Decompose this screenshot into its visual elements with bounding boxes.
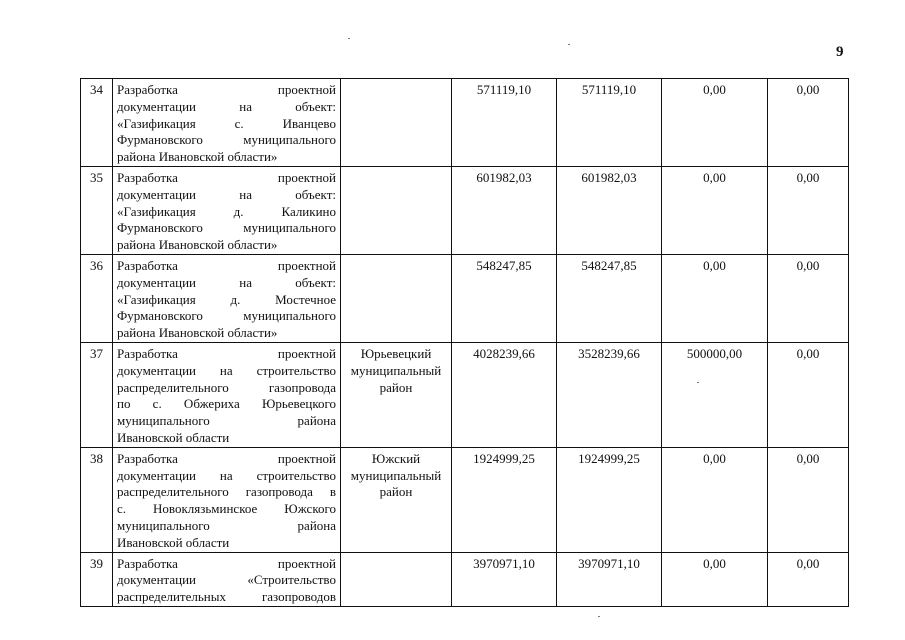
name-line: Разработка проектной — [117, 82, 336, 97]
name-line: района Ивановской области» — [117, 325, 278, 341]
project-name — [113, 79, 341, 167]
project-name — [113, 254, 341, 342]
total-amount: 548247,85 — [452, 254, 557, 342]
name-line: документации «Строительство — [117, 572, 336, 588]
name-line: муниципального района — [117, 413, 336, 429]
project-name — [113, 447, 341, 552]
municipality — [341, 79, 452, 167]
name-line: по с. Обжериха Юрьевецкого — [117, 396, 336, 412]
amount-col-c: 0,00 — [768, 79, 849, 167]
municipality — [341, 254, 452, 342]
total-amount: 1924999,25 — [452, 447, 557, 552]
table-row — [81, 79, 849, 167]
amount-col-b: 500000,00 — [662, 342, 768, 447]
name-line: документации на объект: — [117, 274, 336, 290]
row-number: 34 — [81, 79, 113, 167]
amount-col-c: 0,00 — [768, 254, 849, 342]
amount-col-c: 0,00 — [768, 342, 849, 447]
total-amount: 4028239,66 — [452, 342, 557, 447]
budget-table — [80, 78, 849, 607]
amount-col-a: 571119,10 — [557, 79, 662, 167]
name-line: «Газификация с. Иванцево — [117, 115, 336, 131]
name-line: Разработка проектной — [117, 450, 336, 466]
table-row — [81, 166, 849, 254]
municipality — [341, 552, 452, 606]
name-line: документации на строительство — [117, 362, 336, 378]
amount-col-c: 0,00 — [768, 166, 849, 254]
table-row — [81, 447, 849, 552]
name-line: распределительных газопроводов — [117, 589, 336, 605]
amount-col-c: 0,00 — [768, 552, 849, 606]
page-number: 9 — [836, 44, 844, 60]
municipality: Южский муниципальный район — [341, 447, 452, 552]
table-row — [81, 552, 849, 606]
name-line: документации на строительство — [117, 467, 336, 483]
name-line: Фурмановского муниципального — [117, 132, 336, 148]
name-line: Разработка проектной — [117, 169, 336, 185]
scan-speck — [598, 616, 600, 617]
name-line: документации на объект: — [117, 98, 336, 114]
amount-col-c: 0,00 — [768, 447, 849, 552]
name-line: распределительного газопровода в — [117, 484, 336, 500]
amount-col-b: 0,00 — [662, 552, 768, 606]
row-number: 37 — [81, 342, 113, 447]
amount-col-a: 1924999,25 — [557, 447, 662, 552]
name-line: распределительного газопровода — [117, 379, 336, 395]
row-number: 36 — [81, 254, 113, 342]
name-line: Ивановской области — [117, 534, 230, 550]
name-line: Фурмановского муниципального — [117, 308, 336, 324]
amount-col-b: 0,00 — [662, 166, 768, 254]
name-line: с. Новоклязьминское Южского — [117, 501, 336, 517]
row-number: 39 — [81, 552, 113, 606]
name-line: «Газификация д. Мостечное — [117, 291, 336, 307]
total-amount: 601982,03 — [452, 166, 557, 254]
total-amount: 3970971,10 — [452, 552, 557, 606]
row-number: 38 — [81, 447, 113, 552]
name-line: Фурмановского муниципального — [117, 220, 336, 236]
table-row — [81, 342, 849, 447]
name-line: района Ивановской области» — [117, 149, 278, 165]
total-amount: 571119,10 — [452, 79, 557, 167]
municipality — [341, 166, 452, 254]
name-line: «Газификация д. Каликино — [117, 203, 336, 219]
amount-col-a: 3970971,10 — [557, 552, 662, 606]
amount-col-a: 3528239,66 — [557, 342, 662, 447]
table-row — [81, 254, 849, 342]
amount-col-b: 0,00 — [662, 254, 768, 342]
name-line: Разработка проектной — [117, 555, 336, 571]
name-line: Разработка проектной — [117, 345, 336, 361]
municipality: Юрьевецкий муниципальный район — [341, 342, 452, 447]
project-name — [113, 166, 341, 254]
amount-col-b: 0,00 — [662, 79, 768, 167]
name-line: Ивановской области — [117, 429, 230, 445]
project-name — [113, 342, 341, 447]
name-line: района Ивановской области» — [117, 237, 278, 253]
name-line: Разработка проектной — [117, 257, 336, 273]
name-line: документации на объект: — [117, 186, 336, 202]
scan-speck — [348, 38, 350, 39]
amount-col-a: 601982,03 — [557, 166, 662, 254]
amount-col-b: 0,00 — [662, 447, 768, 552]
project-name — [113, 552, 341, 606]
name-line: муниципального района — [117, 517, 336, 533]
amount-col-a: 548247,85 — [557, 254, 662, 342]
scan-speck — [568, 44, 570, 45]
row-number: 35 — [81, 166, 113, 254]
